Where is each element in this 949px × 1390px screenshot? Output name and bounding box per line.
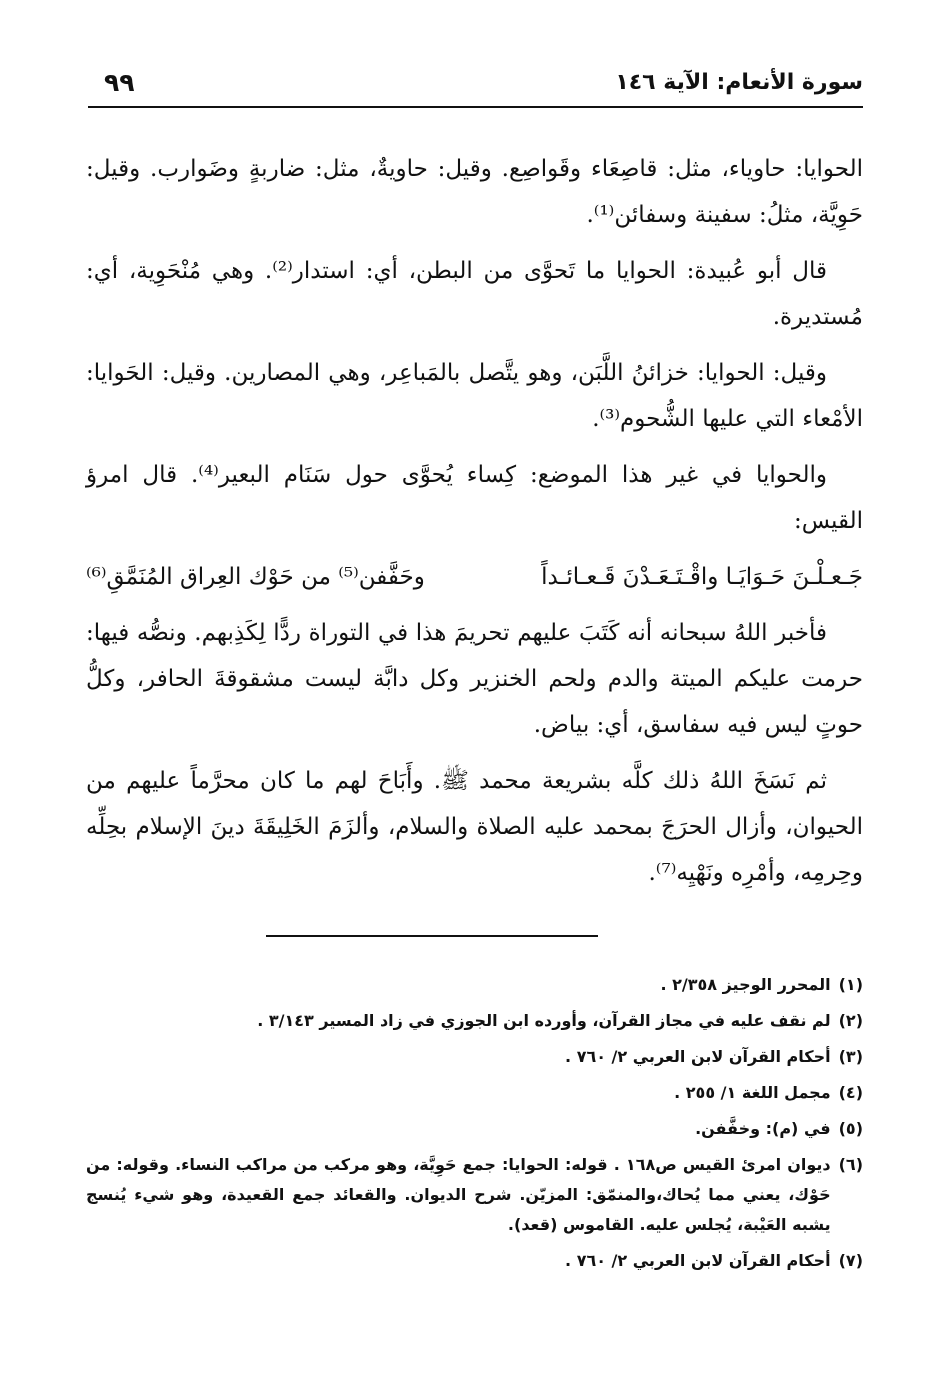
footnote-divider <box>266 935 598 937</box>
paragraph-5: فأخبر اللهُ سبحانه أنه كَتَبَ عليهم تحريمَ هذا في التوراة ردًّا لِكَذِبهم. ونصُّه فيها: حرمت عليكم الميتة والدم ولحم الخنزير وكل دابَّة ليست مشقوقةَ الحافر، وكلُّ حوتٍ ليس فيه سفاسق، أي: بياض. <box>86 620 863 738</box>
footnote <box>86 1114 863 1144</box>
paragraph-1: الحوايا: حاوياء، مثل: قاصِعَاء وقَواصِع. وقيل: حاويةٌ، مثل: ضاربةٍ وضَوارب. وقيل: حَوِيَّة، مثلُ: سفينة وسفائن⁽¹⁾. <box>86 156 863 228</box>
footnote-text: مجمل اللغة ١/ ٢٥٥ . <box>674 1083 831 1102</box>
header-title: سورة الأنعام: الآية ١٤٦ <box>615 70 863 95</box>
footnote <box>86 1078 863 1108</box>
running-header <box>88 66 863 108</box>
verse-second-hemistich: وحَفَّفن⁽⁵⁾ من حَوْك العِراق المُنَمَّقِ⁽⁶⁾ <box>86 564 425 590</box>
footnote-text: المحرر الوجيز ٢/٣٥٨ . <box>660 975 831 994</box>
footnote <box>86 1042 863 1072</box>
footnote-number: (٥) <box>838 1119 863 1138</box>
poetry-verse <box>86 554 863 600</box>
paragraph-4: والحوايا في غير هذا الموضع: كِساء يُحوَّى حول سَنَام البعير⁽⁴⁾. قال امرؤ القيس: <box>86 462 863 534</box>
footnote-text: أحكام القرآن لابن العربي ٢/ ٧٦٠ . <box>565 1047 831 1066</box>
footnote <box>86 1246 863 1276</box>
verse-first-hemistich: جَـعـلْـنَ حَـوَايَـا واقْـتَـعَـدْنَ قَـعـائـداً <box>541 564 863 590</box>
footnote <box>86 1006 863 1036</box>
footnote <box>86 970 863 1000</box>
footnote <box>86 1150 863 1240</box>
footnote-text: ديوان امرئ القيس ص١٦٨ . قوله: الحوايا: جمع حَوِيَّة، وهو مركب من مراكب النساء. وقوله: من حَوْك، يعني مما يُحاك،والمنمّق: المزيّن. شرح الديوان. والقعائد جمع القعيدة، وهو شيء يُنسج يشبه العَيْبة، يُجلس عليه. القاموس (قعد). <box>86 1155 831 1234</box>
footnote-number: (٦) <box>838 1155 863 1174</box>
footnote-number: (٧) <box>838 1251 863 1270</box>
footnote-number: (١) <box>838 975 863 994</box>
footnote-number: (٤) <box>838 1083 863 1102</box>
paragraph-6: ثم نَسَخَ اللهُ ذلك كلَّه بشريعة محمد ﷺ. وأَبَاحَ لهم ما كان محرَّماً عليهم من الحيوان، وأزال الحرَجَ بمحمد عليه الصلاة والسلام، وألزَمَ الخَلِيقَةَ دينَ الإسلام بحِلِّه وحِرمِه، وأمْرِه ونَهْيِه⁽⁷⁾. <box>86 768 863 886</box>
page-number: ٩٩ <box>104 68 135 97</box>
footnote-text: أحكام القرآن لابن العربي ٢/ ٧٦٠ . <box>565 1251 831 1270</box>
footnote-text: لم نقف عليه في مجاز القرآن، وأورده ابن الجوزي في زاد المسير ٣/١٤٣ . <box>257 1011 831 1030</box>
footnote-text: في (م): وخفَّفن. <box>695 1119 831 1138</box>
footnotes <box>86 970 863 1282</box>
footnote-number: (٢) <box>838 1011 863 1030</box>
footnote-number: (٣) <box>838 1047 863 1066</box>
paragraph-3: وقيل: الحوايا: خزائنُ اللَّبَن، وهو يتَّصل بالمَباعِر، وهي المصارين. وقيل: الحَوايا: الأمْعاء التي عليها الشُّحوم⁽³⁾. <box>86 360 863 432</box>
paragraph-2: قال أبو عُبيدة: الحوايا ما تَحوَّى من البطن، أي: استدار⁽²⁾. وهي مُنْحَوِية، أي: مُستديرة. <box>86 258 863 330</box>
main-text <box>86 146 863 906</box>
